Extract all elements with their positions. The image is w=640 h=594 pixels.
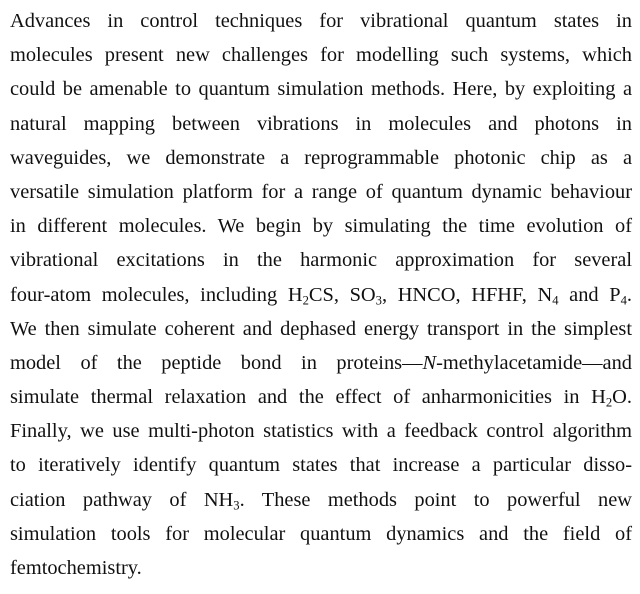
text-run: in different molecules. We begin by simulating the time evolution of [10, 215, 632, 238]
text-run: to iteratively identify quantum states that increase a particular disso- [10, 454, 632, 477]
abstract-line [10, 243, 632, 277]
text-run: molecules present new challenges for modelling such systems, which [10, 44, 632, 67]
abstract-line [10, 107, 632, 141]
text-run: could be amenable to quantum simulation methods. Here, by exploiting a [10, 78, 632, 101]
text-run: femtochemistry. [10, 557, 142, 579]
subscript: 3 [375, 293, 382, 308]
text-run: simulate thermal relaxation and the effect of anharmonicities in H [10, 386, 606, 409]
abstract-line [10, 551, 632, 585]
abstract-line [10, 448, 632, 482]
abstract-paragraph [10, 4, 632, 585]
text-run: We then simulate coherent and dephased energy transport in the simplest [10, 317, 632, 340]
text-run: -methylacetamide—and [436, 351, 632, 374]
abstract-line [10, 414, 632, 448]
text-run: model of the peptide bond in proteins— [10, 351, 423, 374]
abstract-line [10, 4, 632, 38]
text-run: and P [558, 283, 621, 306]
abstract-line [10, 517, 632, 551]
text-run: Finally, we use multi-photon statistics with a feedback control algorithm [10, 420, 632, 443]
abstract-line [10, 380, 632, 414]
abstract-line [10, 141, 632, 175]
text-run: . [626, 283, 632, 306]
subscript: 2 [605, 395, 613, 410]
abstract-line [10, 38, 632, 72]
text-run: . These methods point to powerful new [239, 488, 632, 511]
abstract-line [10, 278, 632, 312]
text-run: , HNCO, HFHF, N [381, 283, 553, 306]
text-run: versatile simulation platform for a range of quantum dynamic behaviour [10, 180, 632, 203]
text-run: vibrational excitations in the harmonic approximation for several [10, 249, 632, 272]
abstract-line [10, 72, 632, 106]
text-run: four-atom molecules, including H [10, 283, 303, 306]
text-run: O. [612, 386, 632, 409]
text-run: Advances in control techniques for vibrational quantum states in [10, 10, 632, 32]
text-run: simulation tools for molecular quantum dynamics and the field of [10, 522, 632, 545]
text-run: natural mapping between vibrations in molecules and photons in [10, 112, 632, 135]
abstract-line [10, 346, 632, 380]
abstract-line [10, 483, 632, 517]
text-run: CS, SO [308, 283, 376, 306]
italic-text: N [422, 351, 437, 374]
subscript: 4 [620, 293, 627, 308]
text-run: ciation pathway of NH [10, 488, 234, 511]
text-run: waveguides, we demonstrate a reprogrammable photonic chip as a [10, 146, 632, 169]
abstract-line [10, 312, 632, 346]
abstract-line [10, 209, 632, 243]
subscript: 3 [233, 498, 240, 513]
subscript: 2 [302, 293, 309, 308]
abstract-line [10, 175, 632, 209]
subscript: 4 [552, 293, 559, 308]
